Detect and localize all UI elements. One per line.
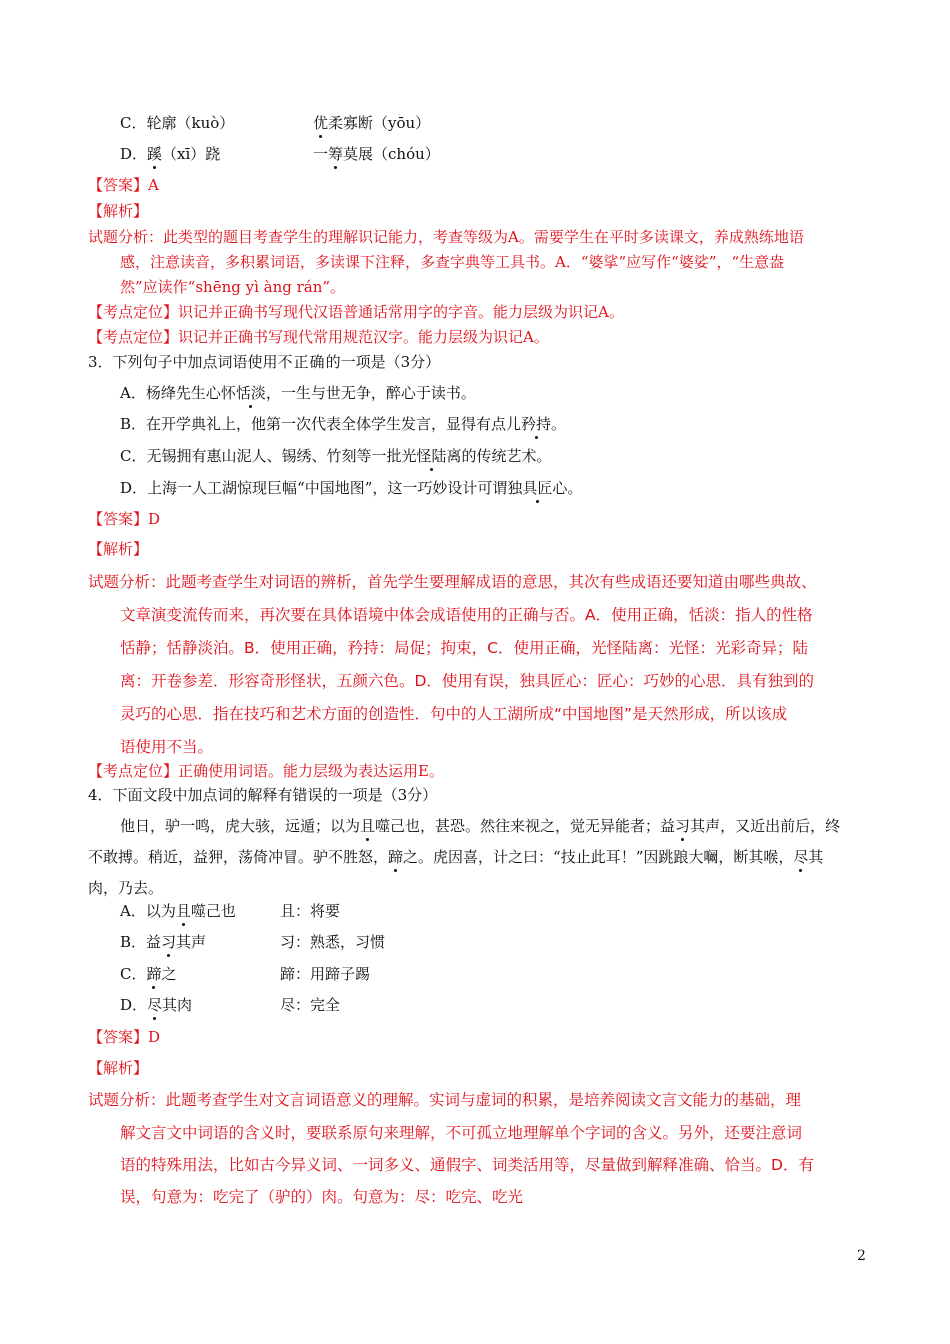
page-number: 2 [857, 1248, 866, 1264]
q4-passage-line: 肉，乃去。 [88, 879, 164, 897]
q3-option-d [120, 478, 582, 498]
q4-analysis-line: 误，句意为：吃完了（驴的）肉。句意为：尽：吃完、吃光 [120, 1188, 524, 1206]
q2-jiexi-label: 【解析】 [88, 202, 149, 220]
q4-answer: 【答案】D [88, 1028, 161, 1046]
q4-option-a [120, 901, 236, 921]
q3-jiexi-label: 【解析】 [88, 540, 149, 558]
q3-stem [88, 352, 440, 372]
q4-option-d-explanation: 尽：完全 [280, 996, 341, 1014]
q2-analysis-line: 试题分析：此类型的题目考查学生的理解识记能力，考查等级为A。需要学生在平时多读课文，养成熟练地语 [88, 228, 804, 246]
q4-analysis-line: 试题分析：此题考查学生对文言词语意义的理解。实词与虚词的积累，是培养阅读文言文能力的基础，理 [88, 1091, 802, 1109]
emphasis-char: 且 [175, 902, 191, 920]
q4-option-a-explanation: 且：将要 [280, 902, 341, 920]
q2-option-d-right [313, 144, 440, 164]
q4-passage-line [88, 847, 823, 867]
text: 柔寡断（yōu） [328, 114, 431, 132]
text: B．在开学典礼上，他第一次代表全体学生发言，显得有点儿 [120, 415, 522, 433]
q2-kaodian-1: 【考点定位】识记并正确书写现代汉语普通话常用字的字音。能力层级为识记A。 [88, 303, 624, 321]
text: C．无锡拥有惠山泥人、锡绣、竹刻等一批 [120, 447, 402, 465]
text: D． [120, 145, 148, 163]
text: A．以为 [120, 902, 176, 920]
text: 一 [313, 145, 329, 163]
q3-option-b [120, 414, 566, 434]
q3-analysis-line: 灵巧的心思．指在技巧和艺术方面的创造性．句中的人工湖所成“中国地图”是天然形成，所以该成 [120, 705, 788, 723]
emphasis-char: 蹄 [146, 965, 162, 983]
emphasis-word: 光怪陆离 [401, 447, 462, 465]
emphasis-char: 且 [360, 817, 376, 835]
text: A．杨绛先生心怀 [120, 384, 236, 402]
text: ，一生与世无争，醉心于读书。 [265, 384, 476, 402]
q3-option-a [120, 383, 476, 403]
text: 之 [161, 965, 177, 983]
text: 其声，又近出前后，终 [690, 817, 841, 835]
text: 4．下面文段中加点词的解释 [88, 786, 278, 804]
q4-option-d [120, 995, 192, 1015]
q3-option-c [120, 446, 552, 466]
q4-passage-line [120, 816, 840, 836]
text: 。 [567, 479, 583, 497]
emphasis-char: 蹊 [147, 145, 163, 163]
q4-jiexi-label: 【解析】 [88, 1059, 149, 1077]
text: 其肉 [162, 996, 193, 1014]
emphasis-char: 习 [675, 817, 691, 835]
q2-option-c-right [313, 113, 430, 133]
q3-analysis-line: 试题分析：此题考查学生对词语的辨析，首先学生要理解成语的意思，其次有些成语还要知道由哪些典故、 [88, 573, 817, 591]
text: 之。虎因喜，计之曰：“技止此耳！”因跳踉大㘎，断其喉， [403, 848, 794, 866]
text: 其 [808, 848, 824, 866]
q2-analysis-line: 感，注意读音，多积累词语，多读课下注释，多查字典等工具书。A．“婆挲”应写作“婆娑”，“生意盎 [120, 253, 785, 271]
q2-analysis-line: 然”应读作“shēng yì àng rán”。 [120, 278, 346, 296]
q2-answer: 【答案】A [88, 176, 159, 194]
emphasis-char: 蹄 [388, 848, 404, 866]
q3-analysis-line: 恬静；恬静淡泊。B．使用正确，矜持：局促；拘束，C．使用正确，光怪陆离：光怪：光彩奇异；陆 [120, 639, 808, 657]
emphasis-char: 尽 [147, 996, 163, 1014]
q4-option-c [120, 964, 177, 984]
q4-option-b [120, 932, 206, 952]
text: 噬己也，甚恐。然往来视之，觉无异能者；益 [375, 817, 676, 835]
q4-analysis-line: 解文言文中词语的含义时，要联系原句来理解，不可孤立地理解单个字词的含义。另外，还要注意词 [120, 1124, 803, 1142]
q2-option-c-left: C．轮廓（kuò） [120, 114, 235, 132]
text: （xī）跷 [162, 145, 221, 163]
q3-kaodian: 【考点定位】正确使用词语。能力层级为表达运用E。 [88, 762, 444, 780]
text: B．益 [120, 933, 162, 951]
q2-option-d-left [120, 144, 220, 164]
q3-analysis-line: 文章演变流传而来，再次要在具体语境中体会成语使用的正确与否。A．使用正确，恬淡：指人的性格 [120, 606, 813, 624]
emphasis-word: 恬淡 [235, 384, 266, 402]
text: D． [120, 996, 148, 1014]
q4-option-c-explanation: 蹄：用蹄子踢 [280, 965, 371, 983]
text: 不敢搏。稍近，益狎，荡倚冲冒。驴不胜怒， [88, 848, 389, 866]
emphasis-word: 矜持 [521, 415, 552, 433]
q3-analysis-line: 语使用不当。 [120, 738, 214, 756]
text: D．上海一人工湖惊现巨幅“中国地图”，这一巧妙设计可谓 [120, 479, 508, 497]
emphasis-char: 筹 [328, 145, 344, 163]
text: 的传统艺术。 [461, 447, 552, 465]
text: 莫展（chóu） [343, 145, 440, 163]
text: 3．下列句子中加点词语使用 [88, 353, 278, 371]
text: 。 [551, 415, 567, 433]
text: 他日，驴一鸣，虎大骇，远遁；以为 [120, 817, 361, 835]
text: 其声 [176, 933, 207, 951]
q4-analysis-line: 语的特殊用法，比如古今异义词、一词多义、通假字、词类活用等，尽量做到解释准确、恰当。D．有 [120, 1156, 814, 1174]
emphasis-text: 不正确 [277, 353, 326, 371]
q4-stem [88, 785, 437, 805]
text: 的一项是（3分） [325, 353, 441, 371]
q3-answer: 【答案】D [88, 510, 161, 528]
text: 噬己也 [190, 902, 236, 920]
text: C． [120, 965, 147, 983]
q4-option-b-explanation: 习：熟悉，习惯 [280, 933, 386, 951]
emphasis-char: 习 [161, 933, 177, 951]
q2-kaodian-2: 【考点定位】识记并正确书写现代常用规范汉字。能力层级为识记A。 [88, 328, 549, 346]
emphasis-text: 有错误 [277, 786, 323, 804]
text: 的一项是（3分） [322, 786, 438, 804]
q3-analysis-line: 离：开卷参差．形容奇形怪状，五颜六色。D．使用有误，独具匠心：匠心：巧妙的心思．具有独到的 [120, 672, 814, 690]
emphasis-char: 优 [313, 114, 329, 132]
emphasis-word: 独具匠心 [507, 479, 568, 497]
emphasis-char: 尽 [793, 848, 809, 866]
